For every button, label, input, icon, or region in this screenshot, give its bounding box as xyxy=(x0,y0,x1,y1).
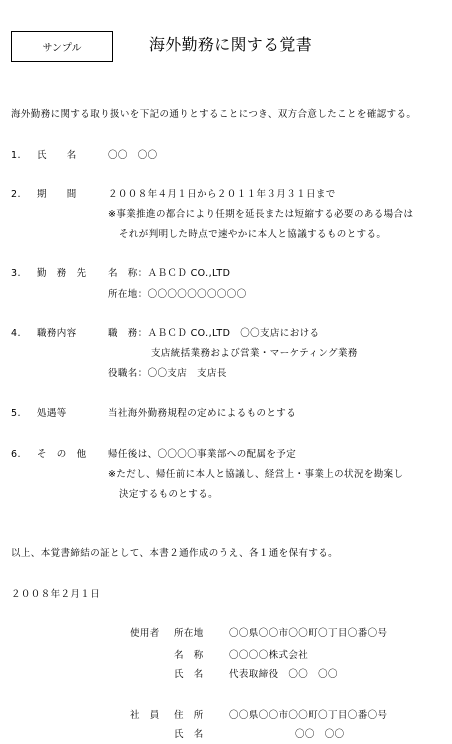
item-line: 名 称：ＡＢＣＤ CO.,LTD xyxy=(108,268,231,279)
document-title: 海外勤務に関する覚書 xyxy=(149,35,313,54)
item-number: 3. xyxy=(11,268,21,279)
item-number: 5. xyxy=(11,408,21,419)
employee-name: 〇〇 〇〇 xyxy=(295,729,345,740)
item-line: ※事業推進の都合により任期を延長または短縮する必要のある場合は xyxy=(108,209,414,220)
employer-label: 使用者 xyxy=(130,628,160,639)
item-number: 1. xyxy=(11,150,21,161)
item-label: 勤 務 先 xyxy=(37,268,87,279)
employer-address: 〇〇県〇〇市〇〇町〇丁目〇番〇号 xyxy=(229,628,388,639)
employee-address: 〇〇県〇〇市〇〇町〇丁目〇番〇号 xyxy=(229,710,388,721)
closing-text: 以上、本覚書締結の証として、本書２通作成のうえ、各１通を保有する。 xyxy=(11,548,339,559)
item-line: ２００８年４月１日から２０１１年３月３１日まで xyxy=(108,189,336,200)
item-label: 職務内容 xyxy=(37,328,77,339)
employee-address-label: 住 所 xyxy=(174,710,204,721)
item-line: 帰任後は、〇〇〇〇事業部への配属を予定 xyxy=(108,449,297,460)
item-line: 当社海外勤務規程の定めによるものとする xyxy=(108,408,297,419)
item-label: 処遇等 xyxy=(37,408,67,419)
sample-label: サンプル xyxy=(42,43,82,54)
item-number: 2. xyxy=(11,189,21,200)
item-number: 4. xyxy=(11,328,21,339)
item-line: 決定するものとする。 xyxy=(119,489,219,500)
item-label: そ の 他 xyxy=(37,449,87,460)
item-line: 支店統括業務および営業・マーケティング業務 xyxy=(151,348,358,359)
item-label: 氏 名 xyxy=(37,150,77,161)
employer-address-label: 所在地 xyxy=(174,628,204,639)
item-line: 所在地：〇〇〇〇〇〇〇〇〇〇 xyxy=(108,289,247,300)
item-line: 役職名：〇〇支店 支店長 xyxy=(108,368,227,379)
item-line: ※ただし、帰任前に本人と協議し、経営上・事業上の状況を勘案し xyxy=(108,469,404,480)
document-date: ２００８年２月１日 xyxy=(11,589,101,600)
employer-rep-label: 氏 名 xyxy=(174,669,204,680)
item-label: 期 間 xyxy=(37,189,77,200)
item-line: 〇〇 〇〇 xyxy=(108,150,158,161)
item-line: 職 務：ＡＢＣＤ CO.,LTD 〇〇支店における xyxy=(108,328,320,339)
employer-name: 〇〇〇〇株式会社 xyxy=(229,650,309,661)
employee-name-label: 氏 名 xyxy=(174,729,204,740)
item-number: 6. xyxy=(11,449,21,460)
employee-label: 社 員 xyxy=(130,710,160,721)
intro-text: 海外勤務に関する取り扱いを下記の通りとすることにつき、双方合意したことを確認する。 xyxy=(11,109,417,120)
sample-stamp xyxy=(11,31,113,62)
employer-rep: 代表取締役 〇〇 〇〇 xyxy=(229,669,338,680)
item-line: それが判明した時点で速やかに本人と協議するものとする。 xyxy=(119,229,387,240)
employer-name-label: 名 称 xyxy=(174,650,204,661)
